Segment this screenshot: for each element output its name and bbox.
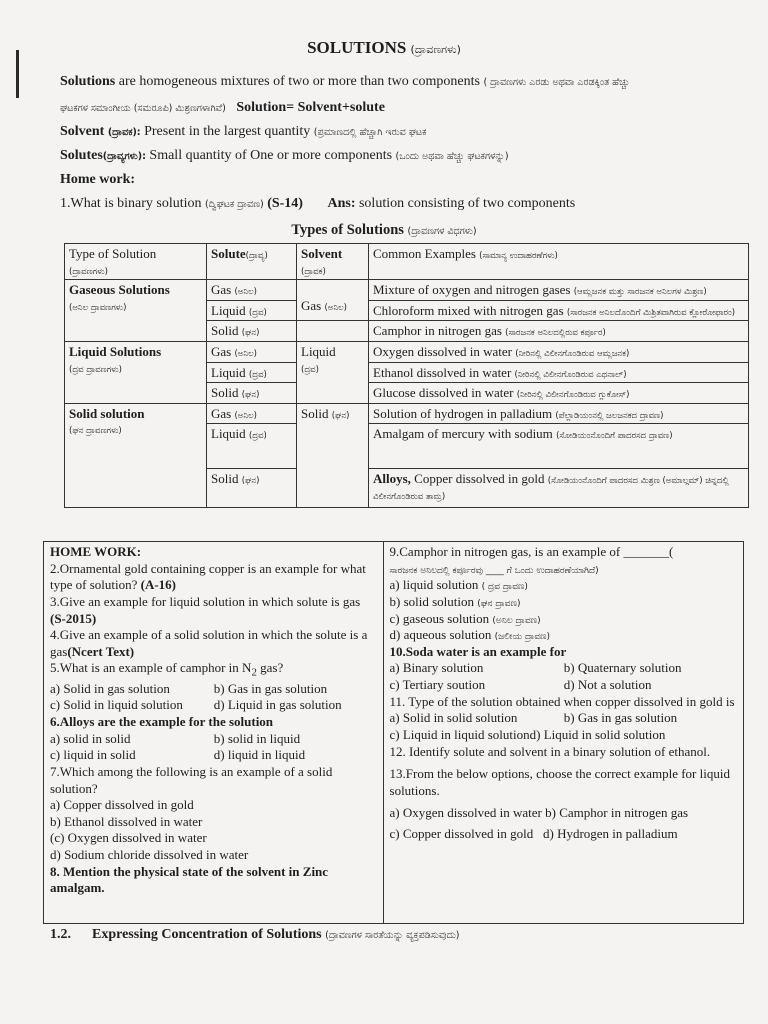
solutions-text: are homogeneous mixtures of two or more than two components (118, 74, 480, 89)
option: b) Gas in gas solution (563, 710, 678, 726)
table-row (65, 403, 749, 424)
header-solvent-kannada: (ದ್ರಾವಕ) (301, 266, 326, 277)
q9-option (390, 594, 738, 611)
empty-solvent-cell (297, 321, 369, 342)
q2-text: 2.Ornamental gold containing copper is an example for what type of solution? (50, 560, 366, 593)
solute: Liquid (211, 302, 246, 318)
solvent-text: Present in the largest quantity (144, 124, 311, 139)
solid-solvent-cell (297, 403, 369, 508)
homework-right-column (384, 542, 743, 923)
table-row (65, 280, 749, 301)
header-solvent-label: Solvent (301, 246, 343, 261)
solute: Gas (211, 343, 232, 359)
option: d) liquid in liquid (213, 747, 306, 763)
table-row (65, 341, 749, 362)
types-title-english: Types of Solutions (291, 222, 404, 238)
question-5 (50, 660, 378, 680)
page-title (0, 38, 768, 58)
solute-cell (207, 341, 297, 362)
q13-options-row-2 (390, 826, 738, 843)
solutions-kannada-2: ಘಟಕಗಳ ಸಮಾಂಗೀಯ (ಸಮರೂಪಿ) ಮಿಶ್ರಣಗಳಾಗಿವೆ) (60, 103, 226, 114)
solute: Solid (211, 385, 239, 401)
q7-option: (c) Oxygen dissolved in water (50, 830, 207, 846)
solute-kannada: (ಘನ) (241, 328, 260, 339)
liquid-solvent-kannada: (ದ್ರವ) (301, 364, 319, 375)
option: c) Tertiary soution (389, 677, 486, 692)
homework-left-column (44, 542, 384, 923)
header-solute-kannada: (ದ್ರಾವ್ಯ) (245, 251, 268, 261)
solvent-term: Solvent (60, 124, 105, 139)
question-10: 10.Soda water is an example for (389, 643, 567, 659)
homework-question-1 (60, 196, 575, 212)
option-english: c) gaseous solution (389, 610, 490, 626)
option-english: b) solid solution (389, 593, 475, 609)
homework-heading: Home work: (60, 172, 136, 187)
question-3 (50, 594, 378, 627)
q5-subscript: 2 (251, 666, 257, 679)
types-title-kannada: (ದ್ರಾವಣಗಳ ವಿಧಗಳು) (407, 226, 477, 237)
example: Copper dissolved in gold (414, 471, 545, 487)
solvent-kannada: (ದ್ರಾವಕ): (107, 127, 141, 138)
header-examples-kannada: (ಸಾಮಾನ್ಯ ಉದಾಹರಣೆಗಳು) (479, 251, 558, 261)
example-kannada: (ನೀರಿನಲ್ಲಿ ವಿಲೀನಗೊಂಡಿರುವ ಗ್ಲುಕೋಸ್) (516, 390, 630, 401)
header-type (65, 244, 207, 280)
solute-cell (207, 362, 297, 383)
question-9 (390, 544, 738, 577)
solid-type-cell (65, 403, 207, 508)
example-kannada: (ಸೋಡಿಯಂನೊಂದಿಗೆ ಪಾದರಸದ ಮಿಶ್ರಣ (ಅಮಾಲ್ಗಮ್) ಚಿನ್ನದಲ್ಲಿ ವಿಲೀನಗೊಂಡಿರುವ ತಾಮ್ರ) (373, 476, 729, 502)
solid-solvent-kannada: (ಘನ) (331, 410, 350, 421)
liquid-solvent: Liquid (301, 343, 336, 359)
option-kannada: ( ದ್ರವ ದ್ರಾವಣ) (481, 582, 528, 593)
example-cell (369, 280, 749, 301)
types-of-solutions-table (64, 243, 749, 508)
q5-options-row-2 (50, 697, 378, 714)
option: d) Liquid in gas solution (213, 697, 342, 713)
example-cell (369, 403, 749, 424)
question-7: 7.Which among the following is an example of a solid solution? (50, 763, 333, 796)
hw1-reference: (S-14) (267, 196, 303, 211)
section-title-kannada: (ದ್ರಾವಣಗಳ ಸಾರತೆಯನ್ನು ವ್ಯಕ್ತಪಡಿಸುವುದು) (325, 930, 460, 941)
example: Oxygen dissolved in water (373, 343, 513, 359)
option-english: d) aqueous solution (389, 627, 492, 643)
gaseous-type-cell (65, 280, 207, 342)
option: b) solid in liquid (213, 730, 301, 746)
q11-options-row-2: c) Liquid in liquid solutiond) Liquid in solid solution (389, 726, 666, 742)
q9-option (390, 611, 738, 628)
section-heading-1-2 (50, 927, 459, 943)
liquid-type: Liquid Solutions (69, 343, 162, 359)
option-kannada: (ಜಲೀಯ ದ್ರಾವಣ) (494, 632, 551, 643)
q4-text: 4.Give an example of a solid solution in which the solute is a gas (50, 627, 368, 659)
q3-text: 3.Give an example for liquid solution in which solute is gas (50, 593, 361, 609)
q7-option: a) Copper dissolved in gold (50, 797, 194, 813)
example-kannada: (ಸಾರಜನಕ ಅನಿಲದಲ್ಲಿರುವ ಕರ್ಪೂರ) (505, 328, 606, 339)
solution-formula: Solution= Solvent+solute (236, 100, 385, 115)
header-type-kannada: (ದ್ರಾವಣಗಳು) (69, 266, 108, 277)
solutions-definition-line-1 (60, 74, 630, 90)
q6-options-row-2 (50, 747, 378, 764)
solute-cell (207, 300, 297, 321)
option-kannada: (ಘನ ದ್ರಾವಣ) (477, 598, 521, 609)
option: d) Not a solution (563, 677, 652, 692)
title-english: SOLUTIONS (307, 38, 407, 57)
option: c) liquid in solid (50, 747, 136, 763)
q5-text: 5.What is an example of camphor in N (50, 660, 252, 676)
types-of-solutions-title (0, 222, 768, 239)
section-title: Expressing Concentration of Solutions (92, 927, 322, 942)
solute-cell (207, 424, 297, 469)
q5-text-end: gas? (256, 660, 284, 676)
question-2 (50, 561, 378, 594)
solute-cell (207, 383, 297, 404)
option: c) Solid in liquid solution (50, 697, 183, 713)
header-solute (207, 244, 297, 280)
example-kannada: (ಸಾರಜನಕ ಅನಿಲದೊಂದಿಗೆ ಮಿಶ್ರಿತವಾಗಿರುವ ಕ್ಲೋರೋಫಾರಂ) (566, 307, 736, 318)
solute-cell (207, 321, 297, 342)
solvent-kannada-text: (ಪ್ರಮಾಣದಲ್ಲಿ ಹೆಚ್ಚಾಗಿ ಇರುವ ಘಟಕ (313, 127, 427, 138)
question-4 (50, 627, 378, 660)
solutes-text: Small quantity of One or more components (149, 148, 393, 163)
option: a) Binary solution (389, 660, 484, 676)
q5-options-row-1 (50, 681, 378, 698)
solutes-term: Solutes (60, 148, 103, 163)
gaseous-type: Gaseous Solutions (69, 282, 170, 298)
q9-text: 9.Camphor in nitrogen gas, is an example of _______( (389, 544, 674, 559)
q7-option: d) Sodium chloride dissolved in water (50, 847, 249, 863)
homework-box (43, 541, 744, 924)
option: b) Camphor in nitrogen gas (545, 805, 689, 821)
header-solvent (297, 244, 369, 280)
example-cell (369, 362, 749, 383)
header-type-label: Type of Solution (69, 246, 157, 261)
example: Solution of hydrogen in palladium (373, 405, 553, 421)
solutes-definition (60, 148, 509, 164)
question-11: 11. Type of the solution obtained when copper dissolved in gold is (389, 693, 735, 709)
section-number: 1.2. (50, 927, 71, 942)
solid-type: Solid solution (69, 405, 145, 421)
solvent-definition (60, 124, 426, 140)
q2-ref: (A-16) (140, 577, 177, 593)
example-kannada: (ಆಮ್ಲಜನಕ ಮತ್ತು ಸಾರಜನಕ ಅನಿಲಗಳ ಮಿಶ್ರಣ) (573, 287, 707, 298)
example-kannada: (ಸೋಡಿಯಂನೊಂದಿಗೆ ಪಾದರಸದ ದ್ರಾವಣ) (556, 431, 673, 442)
q9-option (390, 627, 738, 644)
homework-box-heading: HOME WORK: (50, 544, 142, 559)
solute-kannada: (ಅನಿಲ) (234, 410, 257, 421)
option-english: a) liquid solution (389, 577, 479, 593)
solute: Gas (211, 282, 232, 298)
gaseous-type-kannada: (ಅನಿಲ ದ್ರಾವಣಗಳು) (69, 302, 127, 313)
q10-options-row-1 (390, 660, 738, 677)
solute-kannada: (ಅನಿಲ) (234, 348, 257, 359)
question-12: 12. Identify solute and solvent in a binary solution of ethanol. (389, 743, 711, 759)
q9-kannada: ಸಾರಜನಕ ಅನಿಲದಲ್ಲಿ ಕರ್ಪೂರವು ____ ಗೆ ಒಂದು ಉದಾಹರಣೆಯಾಗಿದೆ) (389, 565, 599, 576)
option: a) Solid in solid solution (389, 710, 518, 726)
option: b) Gas in gas solution (213, 680, 328, 696)
solute-kannada: (ಘನ) (241, 476, 260, 487)
solute: Liquid (211, 364, 246, 380)
example: Mixture of oxygen and nitrogen gases (373, 282, 571, 298)
solutes-kannada: (ದ್ರಾವ್ಯಗಳು): (102, 151, 146, 162)
example: Amalgam of mercury with sodium (373, 426, 553, 442)
example-cell (369, 469, 749, 508)
header-solute-label: Solute (211, 246, 246, 261)
hw1-answer: solution consisting of two components (358, 196, 576, 211)
example: Camphor in nitrogen gas (373, 323, 502, 339)
hw1-kannada: (ದ್ವಿಘಟಕ ದ್ರಾವಣ) (205, 199, 264, 210)
example-cell (369, 321, 749, 342)
hw1-answer-label: Ans: (327, 196, 356, 211)
header-examples-label: Common Examples (373, 246, 476, 261)
example-cell (369, 424, 749, 469)
header-examples (369, 244, 749, 280)
title-kannada: (ದ್ರಾವಣಗಳು) (410, 43, 461, 56)
option: c) Copper dissolved in gold (389, 826, 534, 841)
gaseous-solvent-kannada: (ಅನಿಲ) (324, 302, 347, 313)
liquid-solvent-cell (297, 341, 369, 403)
liquid-type-cell (65, 341, 207, 403)
solutions-definition-line-2 (60, 100, 385, 116)
example: Chloroform mixed with nitrogen gas (373, 302, 564, 318)
question-6: 6.Alloys are the example for the solution (50, 714, 274, 730)
liquid-type-kannada: (ದ್ರವ ದ್ರಾವಣಗಳು) (69, 364, 122, 375)
solid-type-kannada: (ಘನ ದ್ರಾವಣಗಳು) (69, 426, 122, 437)
option-kannada: (ಅನಿಲ ದ್ರಾವಣ) (492, 615, 541, 626)
question-8: 8. Mention the physical state of the solvent in Zinc amalgam. (50, 863, 329, 896)
table-header-row (65, 244, 749, 280)
q3-ref: (S-2015) (50, 610, 97, 626)
example-alloys: Alloys, (373, 471, 411, 487)
example: Ethanol dissolved in water (373, 364, 512, 380)
solute-kannada: (ದ್ರವ) (248, 431, 267, 442)
solutes-kannada-text: (ಒಂದು ಅಥವಾ ಹೆಚ್ಚು ಘಟಕಗಳನ್ನು) (395, 151, 509, 162)
q9-option (390, 577, 738, 594)
q13-options-row-1 (390, 805, 738, 822)
option: a) solid in solid (50, 730, 131, 746)
question-13: 13.From the below options, choose the correct example for liquid solutions. (389, 766, 730, 798)
option: a) Solid in gas solution (50, 680, 170, 696)
solute-cell (207, 280, 297, 301)
option: b) Quaternary solution (563, 660, 682, 676)
solute: Solid (211, 323, 239, 339)
solutions-term: Solutions (60, 74, 116, 89)
option: a) Oxygen dissolved in water (389, 805, 542, 821)
example-cell (369, 383, 749, 404)
q7-option: b) Ethanol dissolved in water (50, 813, 203, 829)
solid-solvent: Solid (301, 405, 329, 421)
solute-cell (207, 403, 297, 424)
gaseous-solvent: Gas (301, 297, 322, 313)
gaseous-solvent-cell (297, 280, 369, 321)
solute-cell (207, 469, 297, 508)
example-kannada: (ಪೆಲ್ಲಾಡಿಯಂನಲ್ಲಿ ಜಲಜನಕದ ದ್ರಾವಣ) (555, 410, 664, 421)
solute-kannada: (ದ್ರವ) (248, 369, 267, 380)
example-cell (369, 300, 749, 321)
q11-options-row-1 (390, 710, 738, 727)
solute: Solid (211, 471, 239, 487)
solute: Liquid (211, 426, 246, 442)
solute-kannada: (ಘನ) (241, 390, 260, 401)
example-kannada: (ನೀರಿನಲ್ಲಿ ವಿಲೀನಗೊಂಡಿರುವ ಆಮ್ಲಜನಕ) (515, 348, 630, 359)
hw1-question: 1.What is binary solution (60, 196, 202, 211)
q4-ref: (Ncert Text) (67, 643, 135, 659)
q6-options-row-1 (50, 731, 378, 748)
solute-kannada: (ದ್ರವ) (248, 307, 267, 318)
example-cell (369, 341, 749, 362)
option: d) Hydrogen in palladium (542, 826, 678, 841)
solute-kannada: (ಅನಿಲ) (234, 287, 257, 298)
solute: Gas (211, 405, 232, 421)
q10-options-row-2 (390, 677, 738, 694)
example-kannada: (ನೀರಿನಲ್ಲಿ ವಿಲೀನಗೊಂಡಿರುವ ಎಥನಾಲ್) (514, 369, 627, 380)
solutions-kannada-1: ( ದ್ರಾವಣಗಳು ಎರಡು ಅಥವಾ ಎರಡಕ್ಕಿಂತ ಹೆಚ್ಚು (483, 77, 630, 88)
example: Glucose dissolved in water (373, 385, 514, 401)
